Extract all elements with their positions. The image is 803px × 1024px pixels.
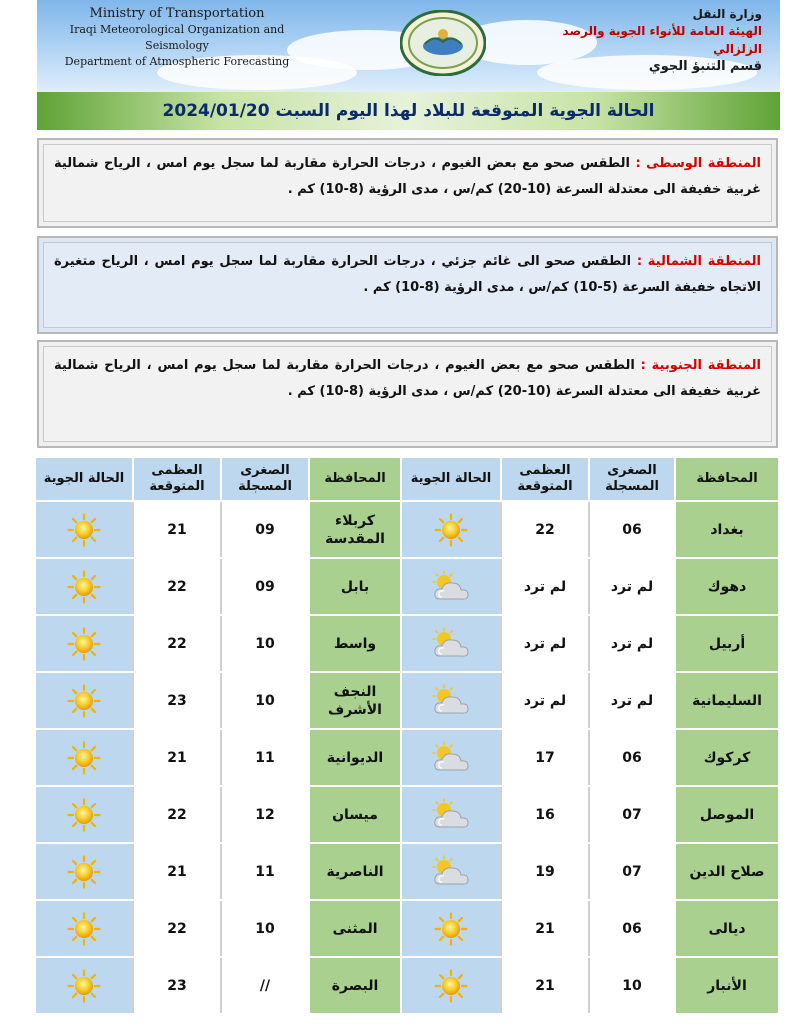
max-temp: لم ترد [501,672,589,729]
min-temp: 12 [221,786,309,843]
weather-cell [401,615,501,672]
min-temp: لم ترد [589,558,675,615]
weather-cell [401,729,501,786]
min-temp: 06 [589,900,675,957]
partly-cloudy-icon [402,855,500,889]
max-temp: لم ترد [501,615,589,672]
sun-icon [36,969,132,1003]
weather-cell [35,957,133,1014]
min-temp: لم ترد [589,615,675,672]
weather-cell [401,558,501,615]
max-temp: 21 [133,501,221,558]
table-row [35,558,779,615]
max-temp: 21 [501,957,589,1014]
header-max: العظمى المتوقعة [133,457,221,501]
min-temp: 10 [221,672,309,729]
max-temp: 17 [501,729,589,786]
min-temp: 07 [589,843,675,900]
region-name: المنطقة الجنوبية : [640,358,761,373]
weather-cell [401,501,501,558]
header-min: الصغرى المسجلة [221,457,309,501]
partly-cloudy-icon [402,684,500,718]
province-name: الديوانية [309,729,401,786]
organization-logo-icon [400,10,486,76]
province-name: كربلاء المقدسة [309,501,401,558]
table-row [35,957,779,1014]
sun-icon [36,741,132,775]
header-en-ministry: Ministry of Transportation [89,6,265,21]
table-header-row [35,457,779,501]
sun-icon [36,570,132,604]
min-temp: // [221,957,309,1014]
province-name: الأنبار [675,957,779,1014]
min-temp: 07 [589,786,675,843]
province-name: واسط [309,615,401,672]
max-temp: 22 [133,900,221,957]
sun-icon [36,855,132,889]
province-name: كركوك [675,729,779,786]
sun-icon [36,684,132,718]
weather-cell [35,615,133,672]
province-name: السليمانية [675,672,779,729]
region-name: المنطقة الوسطى : [635,156,761,171]
province-name: البصرة [309,957,401,1014]
province-name: ديالى [675,900,779,957]
table-row [35,672,779,729]
max-temp: 16 [501,786,589,843]
header-max: العظمى المتوقعة [501,457,589,501]
weather-cell [35,558,133,615]
header-min: الصغرى المسجلة [589,457,675,501]
table-row [35,501,779,558]
min-temp: 09 [221,558,309,615]
min-temp: 11 [221,729,309,786]
region-central [37,138,778,228]
weather-cell [401,843,501,900]
header-ar-ministry: وزارة النقل [692,7,762,21]
region-text: الطقس صحو الى غائم جزئي ، درجات الحرارة مقاربة لما سجل يوم امس ، الرياح متغيرة الاتجاه خفيفة السرعة (5-10) كم/س ، مدى الرؤية (8-10) كم . [54,254,761,295]
min-temp: لم ترد [589,672,675,729]
table-row [35,786,779,843]
min-temp: 10 [221,900,309,957]
max-temp: 22 [133,558,221,615]
province-name: بابل [309,558,401,615]
weather-cell [401,672,501,729]
partly-cloudy-icon [402,741,500,775]
weather-cell [35,729,133,786]
region-south [37,340,778,448]
max-temp: 19 [501,843,589,900]
province-name: النجف الأشرف [309,672,401,729]
sun-icon [402,912,500,946]
header-english [57,6,297,70]
region-text: الطقس صحو مع بعض الغيوم ، درجات الحرارة مقاربة لما سجل يوم امس ، الرياح شمالية غربية خفيفة الى معتدلة السرعة (10-20) كم/س ، مدى الرؤية (8-10) كم . [54,358,761,399]
max-temp: 23 [133,957,221,1014]
province-name: أربيل [675,615,779,672]
sun-icon [36,513,132,547]
sun-icon [36,627,132,661]
weather-cell [35,672,133,729]
weather-table [34,456,780,1015]
weather-cell [401,786,501,843]
header-weather: الحالة الجوية [401,457,501,501]
max-temp: 22 [133,615,221,672]
sun-icon [402,513,500,547]
header-ar-organization: الهيئة العامة للأنواء الجوية والرصد الزلزالي [562,24,762,56]
min-temp: 10 [221,615,309,672]
region-name: المنطقة الشمالية : [636,254,761,269]
province-name: صلاح الدين [675,843,779,900]
weather-cell [401,900,501,957]
header-en-organization: Iraqi Meteorological Organization and Seismology [69,23,285,52]
sun-icon [402,969,500,1003]
province-name: بغداد [675,501,779,558]
weather-cell [35,843,133,900]
region-text: الطقس صحو مع بعض الغيوم ، درجات الحرارة مقاربة لما سجل يوم امس ، الرياح شمالية غربية خفيفة الى معتدلة السرعة (10-20) كم/س ، مدى الرؤية (8-10) كم . [54,156,761,197]
max-temp: 22 [501,501,589,558]
min-temp: 06 [589,729,675,786]
province-name: الموصل [675,786,779,843]
province-name: دهوك [675,558,779,615]
header-weather: الحالة الجوية [35,457,133,501]
header-ar-department: قسم التنبؤ الجوي [648,59,762,74]
header-banner [37,0,780,92]
weather-cell [35,501,133,558]
partly-cloudy-icon [402,627,500,661]
partly-cloudy-icon [402,570,500,604]
max-temp: 21 [501,900,589,957]
weather-cell [401,957,501,1014]
min-temp: 10 [589,957,675,1014]
table-row [35,843,779,900]
table-row [35,900,779,957]
max-temp: 21 [133,843,221,900]
header-arabic [512,6,762,76]
weather-cell [35,900,133,957]
province-name: الناصرية [309,843,401,900]
province-name: المثنى [309,900,401,957]
max-temp: 22 [133,786,221,843]
min-temp: 06 [589,501,675,558]
max-temp: لم ترد [501,558,589,615]
partly-cloudy-icon [402,798,500,832]
header-province: المحافظة [309,457,401,501]
weather-cell [35,786,133,843]
table-row [35,615,779,672]
max-temp: 23 [133,672,221,729]
forecast-title: الحالة الجوية المتوقعة للبلاد لهذا اليوم السبت 2024/01/20 [162,101,655,121]
sun-icon [36,912,132,946]
province-name: ميسان [309,786,401,843]
table-row [35,729,779,786]
max-temp: 21 [133,729,221,786]
header-province: المحافظة [675,457,779,501]
region-north [37,236,778,334]
sun-icon [36,798,132,832]
min-temp: 09 [221,501,309,558]
forecast-title-bar [37,92,780,130]
header-en-department: Department of Atmospheric Forecasting [64,55,290,68]
min-temp: 11 [221,843,309,900]
